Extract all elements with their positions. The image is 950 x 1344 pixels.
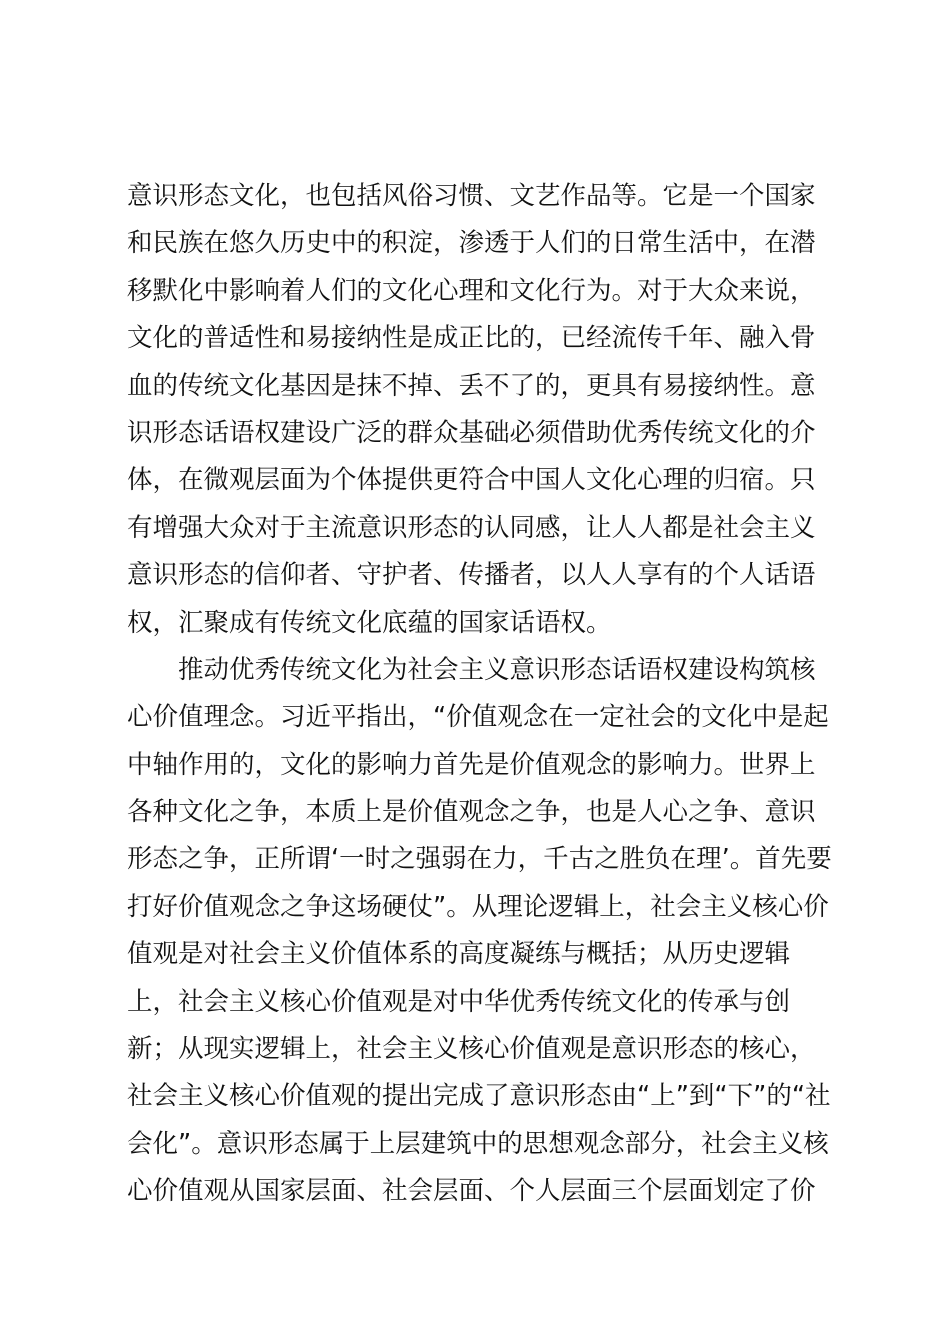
text-line: 值观是对社会主义价值体系的高度凝练与概括；从历史逻辑	[127, 939, 791, 970]
body-text	[127, 173, 837, 1216]
text-line: 形态之争，正所谓‘一时之强弱在力，千古之胜负在理’。首先要	[127, 844, 832, 875]
text-line: 中轴作用的，文化的影响力首先是价值观念的影响力。世界上	[127, 749, 816, 780]
text-line: 识形态话语权建设广泛的群众基础必须借助优秀传统文化的介	[127, 417, 816, 448]
text-line: 移默化中影响着人们的文化心理和文化行为。对于大众来说，	[127, 275, 816, 306]
text-line: 心价值观从国家层面、社会层面、个人层面三个层面划定了价	[127, 1176, 816, 1207]
text-line: 血的传统文化基因是抹不掉、丢不了的，更具有易接纳性。意	[127, 370, 816, 401]
text-line: 社会主义核心价值观的提出完成了意识形态由“上”到“下”的“社	[127, 1081, 831, 1112]
text-line: 打好价值观念之争这场硬仗”。从理论逻辑上，社会主义核心价	[127, 891, 829, 922]
text-line: 和民族在悠久历史中的积淀，渗透于人们的日常生活中，在潜	[127, 228, 816, 259]
text-line: 新；从现实逻辑上，社会主义核心价值观是意识形态的核心，	[127, 1034, 816, 1065]
text-line: 心价值理念。习近平指出，“价值观念在一定社会的文化中是起	[127, 702, 829, 733]
text-line: 权，汇聚成有传统文化底蕴的国家话语权。	[127, 607, 612, 638]
text-line: 有增强大众对于主流意识形态的认同感，让人人都是社会主义	[127, 512, 816, 543]
text-line: 各种文化之争，本质上是价值观念之争，也是人心之争、意识	[127, 797, 816, 828]
text-line: 会化”。意识形态属于上层建筑中的思想观念部分，社会主义核	[127, 1128, 829, 1159]
text-line: 意识形态的信仰者、守护者、传播者，以人人享有的个人话语	[127, 560, 816, 591]
paragraph-first-line: 推动优秀传统文化为社会主义意识形态话语权建设构筑核	[178, 654, 816, 685]
text-line: 体，在微观层面为个体提供更符合中国人文化心理的归宿。只	[127, 465, 816, 496]
text-line: 上，社会主义核心价值观是对中华优秀传统文化的传承与创	[127, 986, 791, 1017]
text-line: 意识形态文化，也包括风俗习惯、文艺作品等。它是一个国家	[127, 181, 816, 211]
text-line: 文化的普适性和易接纳性是成正比的，已经流传千年、融入骨	[127, 323, 816, 354]
